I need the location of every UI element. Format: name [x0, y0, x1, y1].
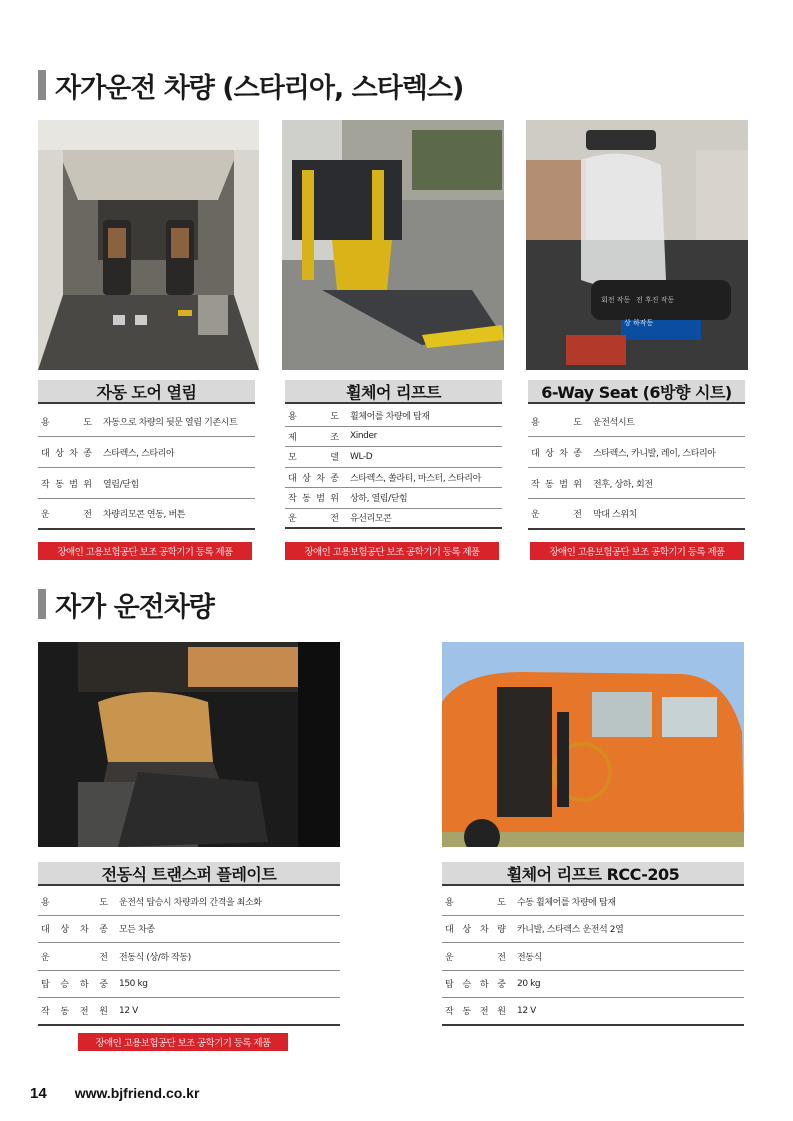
spec-value: 150 kg [119, 978, 148, 989]
registration-badge: 장애인 고용보험공단 보조 공학기기 등록 제품 [78, 1033, 288, 1051]
section-marker [38, 589, 46, 619]
spec-row [285, 427, 502, 448]
spec-value: 차량리모콘 연동, 버튼 [103, 510, 186, 520]
spec-row [528, 499, 745, 530]
spec-key: 작 동 전 원 [445, 1007, 506, 1018]
spec-key: 용 도 [445, 897, 506, 908]
page-footer [30, 1085, 199, 1102]
spec-key: 탑 승 하 중 [445, 980, 506, 991]
spec-value: 열림/닫힘 [103, 479, 139, 490]
spec-key: 대 상 차 량 [445, 925, 506, 936]
spec-value: 운전석 탑승시 차량과의 간격을 최소화 [119, 897, 262, 908]
spec-value: 스타렉스, 카니발, 레이, 스타리아 [593, 448, 716, 459]
spec-row [528, 437, 745, 468]
spec-key: 작 동 범 위 [41, 479, 92, 490]
spec-row [38, 468, 255, 499]
spec-value: 휠체어를 차량에 탑재 [350, 412, 430, 423]
spec-key: 용 도 [531, 417, 582, 428]
spec-value: 운전석시트 [593, 417, 635, 428]
spec-value: 스타렉스, 스타리아 [103, 448, 175, 459]
spec-row [528, 468, 745, 499]
spec-value: 카니발, 스타렉스 운전석 2열 [517, 925, 624, 936]
spec-key: 대 상 차 종 [531, 448, 582, 459]
spec-row [528, 406, 745, 437]
spec-key: 용 도 [41, 417, 92, 428]
spec-value: 전동식 [517, 952, 542, 963]
spec-row [285, 447, 502, 468]
spec-value: Xinder [350, 431, 377, 442]
spec-key: 작 동 범 위 [531, 479, 582, 490]
spec-row [442, 888, 744, 916]
spec-value: 20 kg [517, 978, 541, 989]
spec-value: 수동 휠체어를 차량에 탑재 [517, 897, 616, 908]
spec-key: 용 도 [41, 897, 108, 908]
product-title: 자동 도어 열림 [38, 380, 255, 404]
registration-badge: 장애인 고용보험공단 보조 공학기기 등록 제품 [285, 542, 499, 560]
section-title-1 [38, 68, 463, 102]
spec-value: 상하, 열림/닫힘 [350, 494, 408, 505]
photo-6-way-seat [526, 120, 748, 370]
photo-label-rotate: 회전 작동 [601, 296, 631, 304]
spec-key: 작 동 범 위 [288, 494, 339, 505]
registration-badge: 장애인 고용보험공단 보조 공학기기 등록 제품 [530, 542, 744, 560]
spec-table-wheelchair-lift-rcc [442, 888, 744, 1026]
spec-key: 운 전 [445, 952, 506, 963]
spec-row [38, 406, 255, 437]
spec-key: 운 전 [41, 952, 108, 963]
section-title-2 [38, 587, 214, 621]
photo-label-up-down: 상 하작동 [624, 319, 654, 327]
registration-badge: 장애인 고용보험공단 보조 공학기기 등록 제품 [38, 542, 252, 560]
spec-value: 막대 스위치 [593, 510, 637, 520]
photo-wheelchair-lift [282, 120, 504, 370]
spec-row [38, 998, 340, 1026]
spec-table-wheelchair-lift [285, 406, 502, 529]
spec-key: 대 상 차 종 [41, 448, 92, 459]
product-title: 휠체어 리프트 [285, 380, 502, 404]
spec-row [442, 943, 744, 971]
spec-row [442, 916, 744, 944]
spec-key: 용 도 [288, 412, 339, 423]
spec-key: 운 전 [288, 514, 339, 525]
photo-wheelchair-lift-rcc [442, 642, 744, 847]
spec-key: 운 전 [41, 510, 92, 520]
spec-table-auto-door [38, 406, 255, 530]
spec-row [38, 943, 340, 971]
spec-row [285, 488, 502, 509]
product-title: 6-Way Seat (6방향 시트) [528, 380, 745, 404]
spec-row [38, 437, 255, 468]
spec-key: 운 전 [531, 510, 582, 520]
spec-row [285, 406, 502, 427]
spec-row [285, 468, 502, 489]
page-number: 14 [30, 1085, 47, 1102]
spec-row [38, 888, 340, 916]
spec-value: 12 V [517, 1005, 536, 1016]
section-heading: 자가운전 차량 (스타리아, 스타렉스) [55, 72, 464, 104]
product-title: 전동식 트랜스퍼 플레이트 [38, 862, 340, 886]
section-heading: 자가 운전차량 [55, 591, 214, 623]
spec-value: WL-D [350, 451, 373, 462]
spec-key: 모 델 [288, 453, 339, 464]
spec-row [38, 916, 340, 944]
spec-value: 전후, 상하, 회전 [593, 479, 653, 490]
spec-value: 모든 차종 [119, 925, 155, 936]
product-title: 휠체어 리프트 RCC-205 [442, 862, 744, 886]
spec-key: 탑 승 하 중 [41, 980, 108, 991]
spec-key: 제 조 [288, 432, 339, 443]
section-marker [38, 70, 46, 100]
photo-transfer-plate [38, 642, 340, 847]
photo-label-forward-back: 전 후진 작동 [636, 296, 675, 304]
photo-auto-door [38, 120, 259, 370]
spec-key: 작 동 전 원 [41, 1007, 108, 1018]
spec-value: 유선리모콘 [350, 514, 392, 525]
spec-row [285, 509, 502, 530]
spec-table-6-way-seat [528, 406, 745, 530]
spec-value: 자동으로 차량의 뒷문 열림 기존시트 [103, 417, 238, 428]
website-link[interactable]: www.bjfriend.co.kr [74, 1085, 200, 1101]
spec-value: 스타렉스, 쏠라티, 마스터, 스타리아 [350, 473, 481, 484]
spec-value: 전동식 (상/하 작동) [119, 952, 191, 963]
spec-row [442, 998, 744, 1026]
spec-key: 대 상 차 종 [288, 473, 339, 484]
spec-row [442, 971, 744, 999]
spec-key: 대 상 차 종 [41, 925, 108, 936]
spec-value: 12 V [119, 1005, 138, 1016]
spec-row [38, 971, 340, 999]
spec-table-transfer-plate [38, 888, 340, 1026]
spec-row [38, 499, 255, 530]
